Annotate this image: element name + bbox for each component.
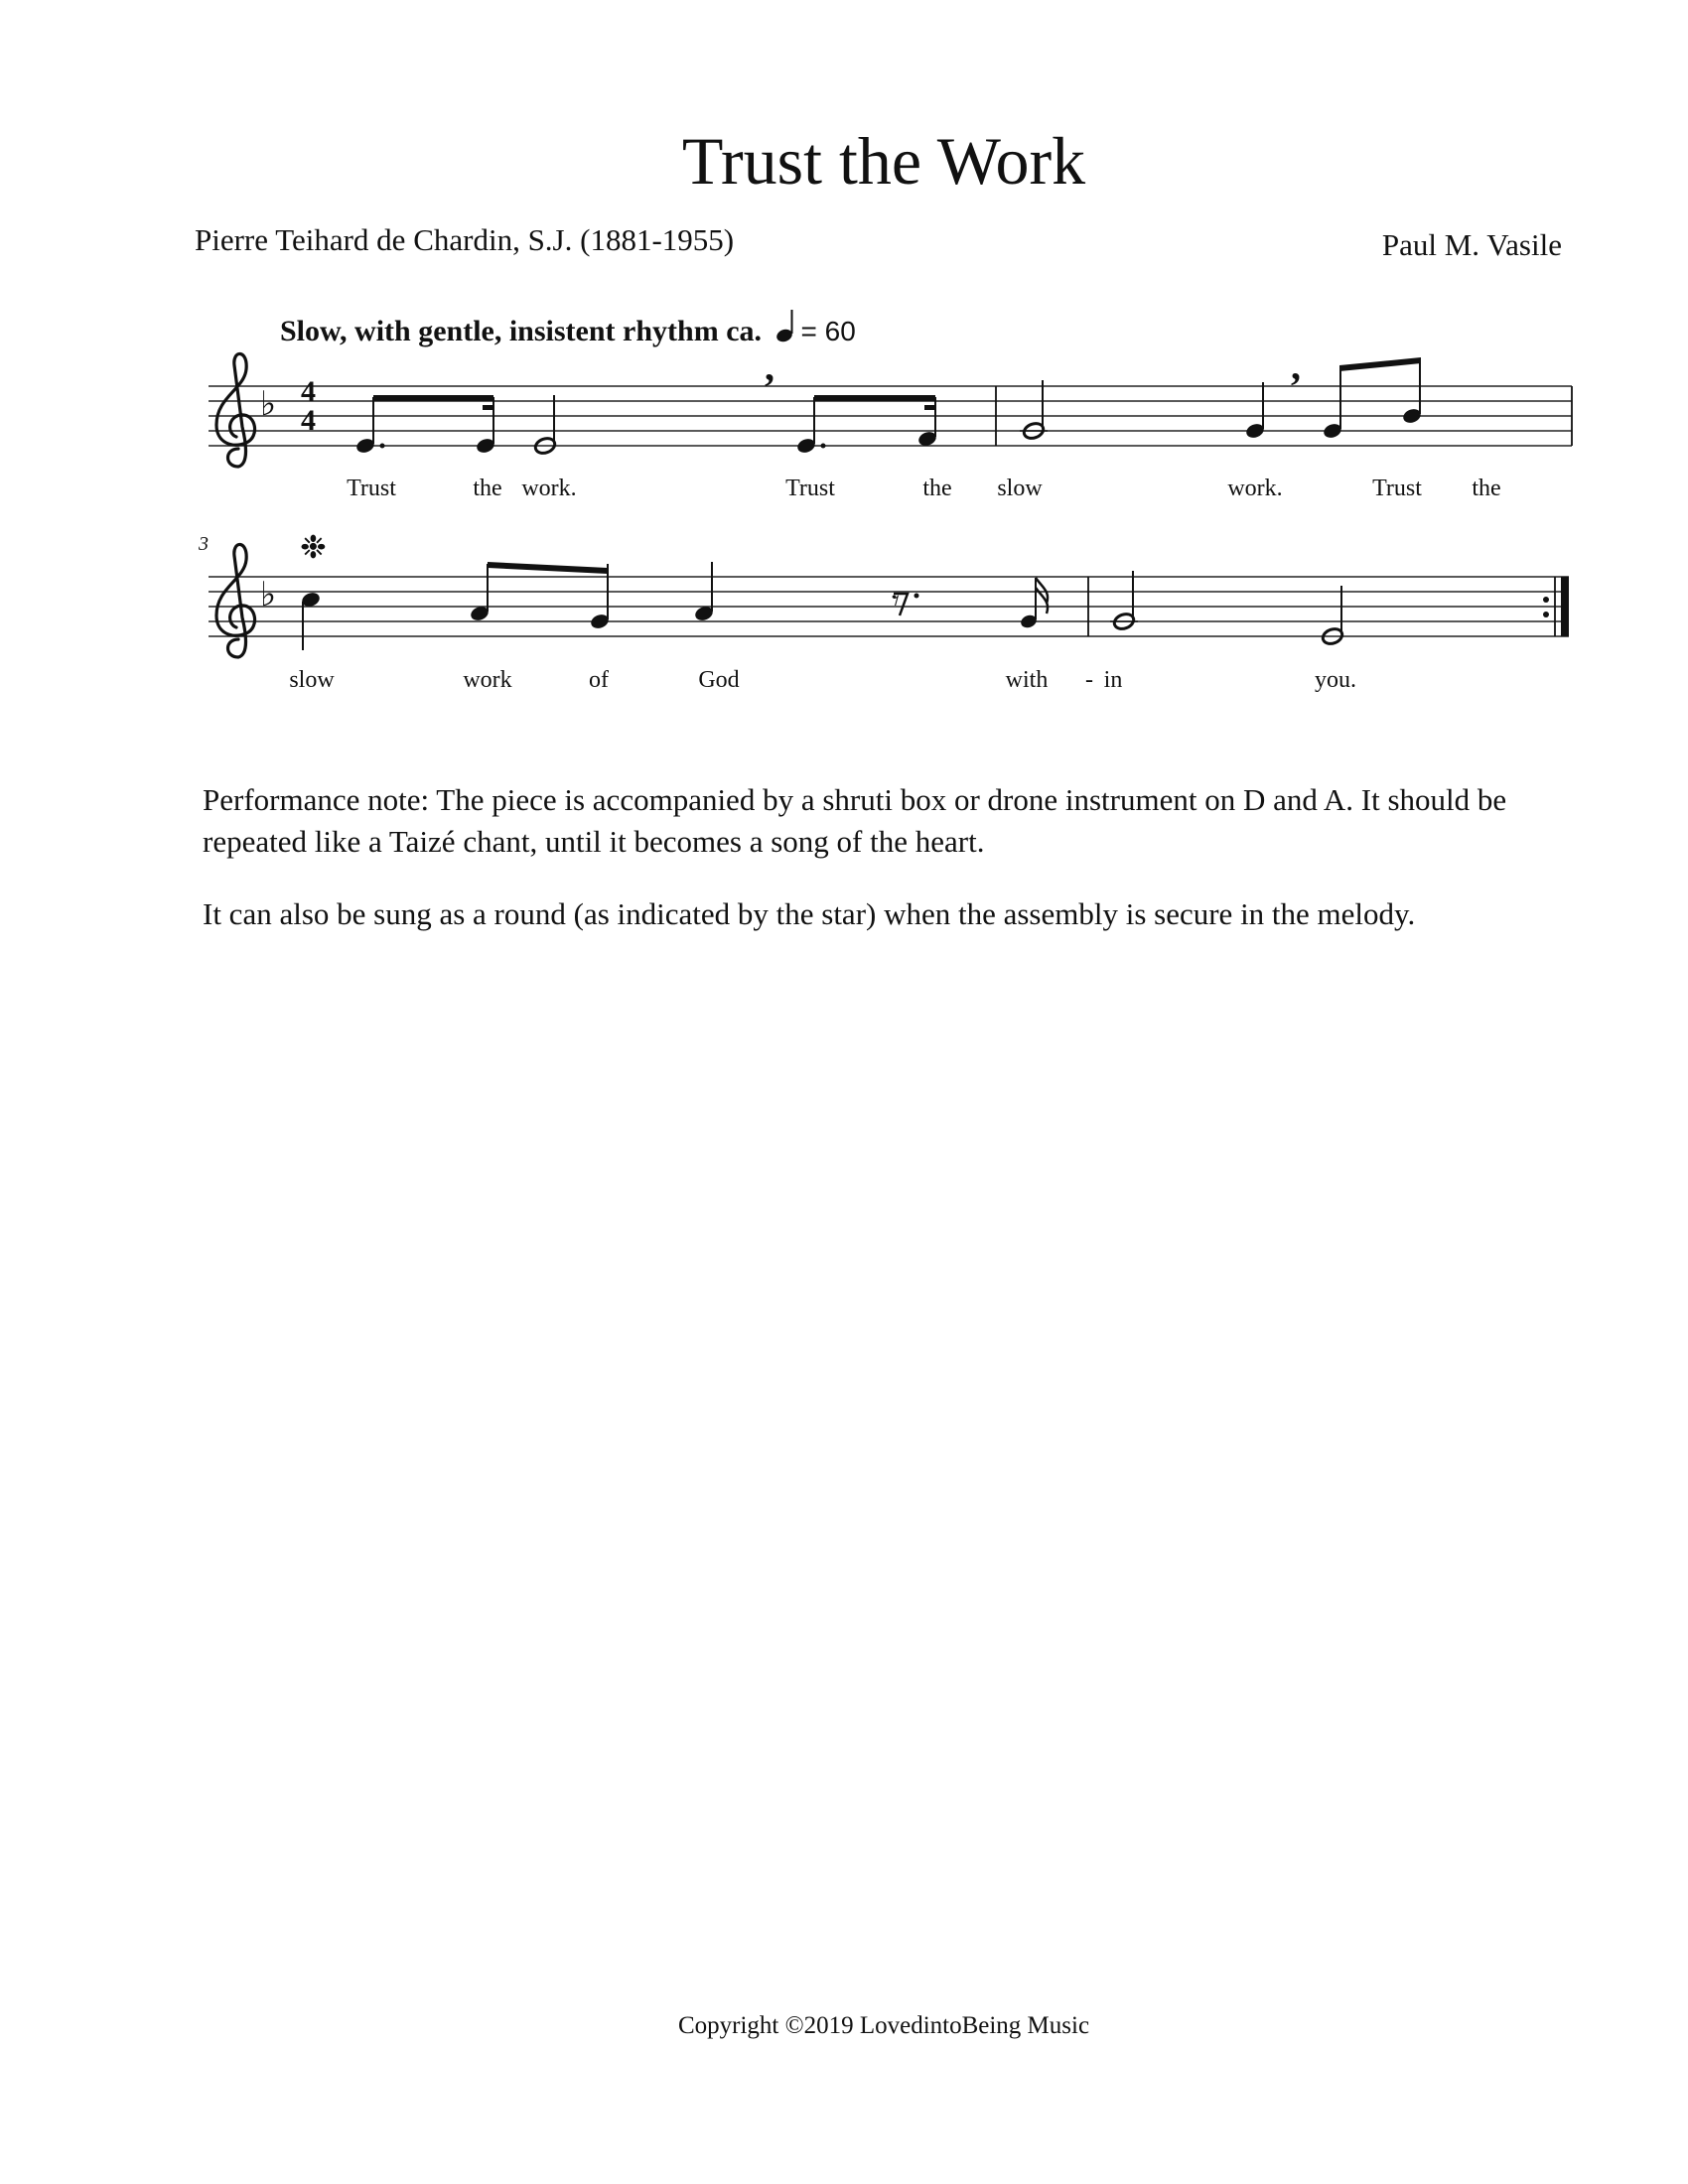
performance-note: Performance note: The piece is accompanied by a shruti box or drone instrument on D and A. It should be repeated like a Taizé chant, until it becomes a song of the heart. [203, 782, 1507, 859]
flat-sign-icon: ♭ [260, 384, 277, 424]
eighth-rest-icon: 𝄾 [892, 585, 900, 617]
lyric-syllable: you. [1315, 667, 1356, 693]
time-signature-top: 4 [301, 375, 316, 408]
page-title: Trust the Work [681, 123, 1086, 199]
measure-3 [300, 528, 1048, 650]
time-signature [301, 375, 316, 437]
time-signature-bottom: 4 [301, 404, 316, 437]
measure-number: 3 [199, 533, 209, 555]
measure-1 [354, 344, 937, 456]
lyric-syllable: Trust [785, 476, 835, 501]
staff-system-2 [209, 577, 1569, 636]
lyric-syllable: slow [997, 476, 1043, 501]
lyric-syllable: the [1472, 476, 1501, 501]
lyric-syllable: of [589, 667, 609, 693]
svg-text:,: , [1291, 343, 1301, 388]
treble-clef-icon [216, 353, 255, 467]
lyric-syllable: work [463, 667, 512, 693]
tempo-value: = 60 [800, 316, 856, 346]
lyric-syllable: work. [521, 476, 577, 501]
measure-2 [1020, 343, 1423, 441]
lyric-syllable: the [922, 476, 952, 501]
lyric-syllable: Trust [347, 476, 396, 501]
tempo-text: Slow, with gentle, insistent rhythm ca. [280, 315, 763, 347]
music-score [0, 0, 1688, 754]
lyric-syllable: the [473, 476, 502, 501]
lyric-syllable: slow [289, 667, 335, 693]
lyric-syllable: with [1005, 667, 1049, 693]
composer-credit: Paul M. Vasile [1381, 227, 1562, 262]
lyrics-system-1 [347, 476, 1501, 501]
flat-sign-icon: ♭ [260, 575, 277, 614]
lyrics-system-2 [289, 667, 1356, 693]
round-note: It can also be sung as a round (as indicated by the star) when the assembly is secure in the melody. [203, 896, 1416, 931]
svg-text:,: , [765, 344, 774, 389]
poet-credit: Pierre Teihard de Chardin, S.J. (1881-1955) [195, 222, 735, 257]
round-star-icon: ❉ [300, 528, 327, 566]
lyric-syllable: work. [1227, 476, 1283, 501]
treble-clef-icon [216, 544, 255, 657]
lyric-syllable: in [1103, 667, 1123, 693]
copyright-notice: Copyright ©2019 LovedintoBeing Music [677, 2012, 1090, 2039]
lyric-syllable: - [1085, 667, 1093, 693]
lyric-syllable: Trust [1372, 476, 1422, 501]
lyric-syllable: God [698, 667, 740, 693]
measure-4 [1110, 571, 1344, 646]
